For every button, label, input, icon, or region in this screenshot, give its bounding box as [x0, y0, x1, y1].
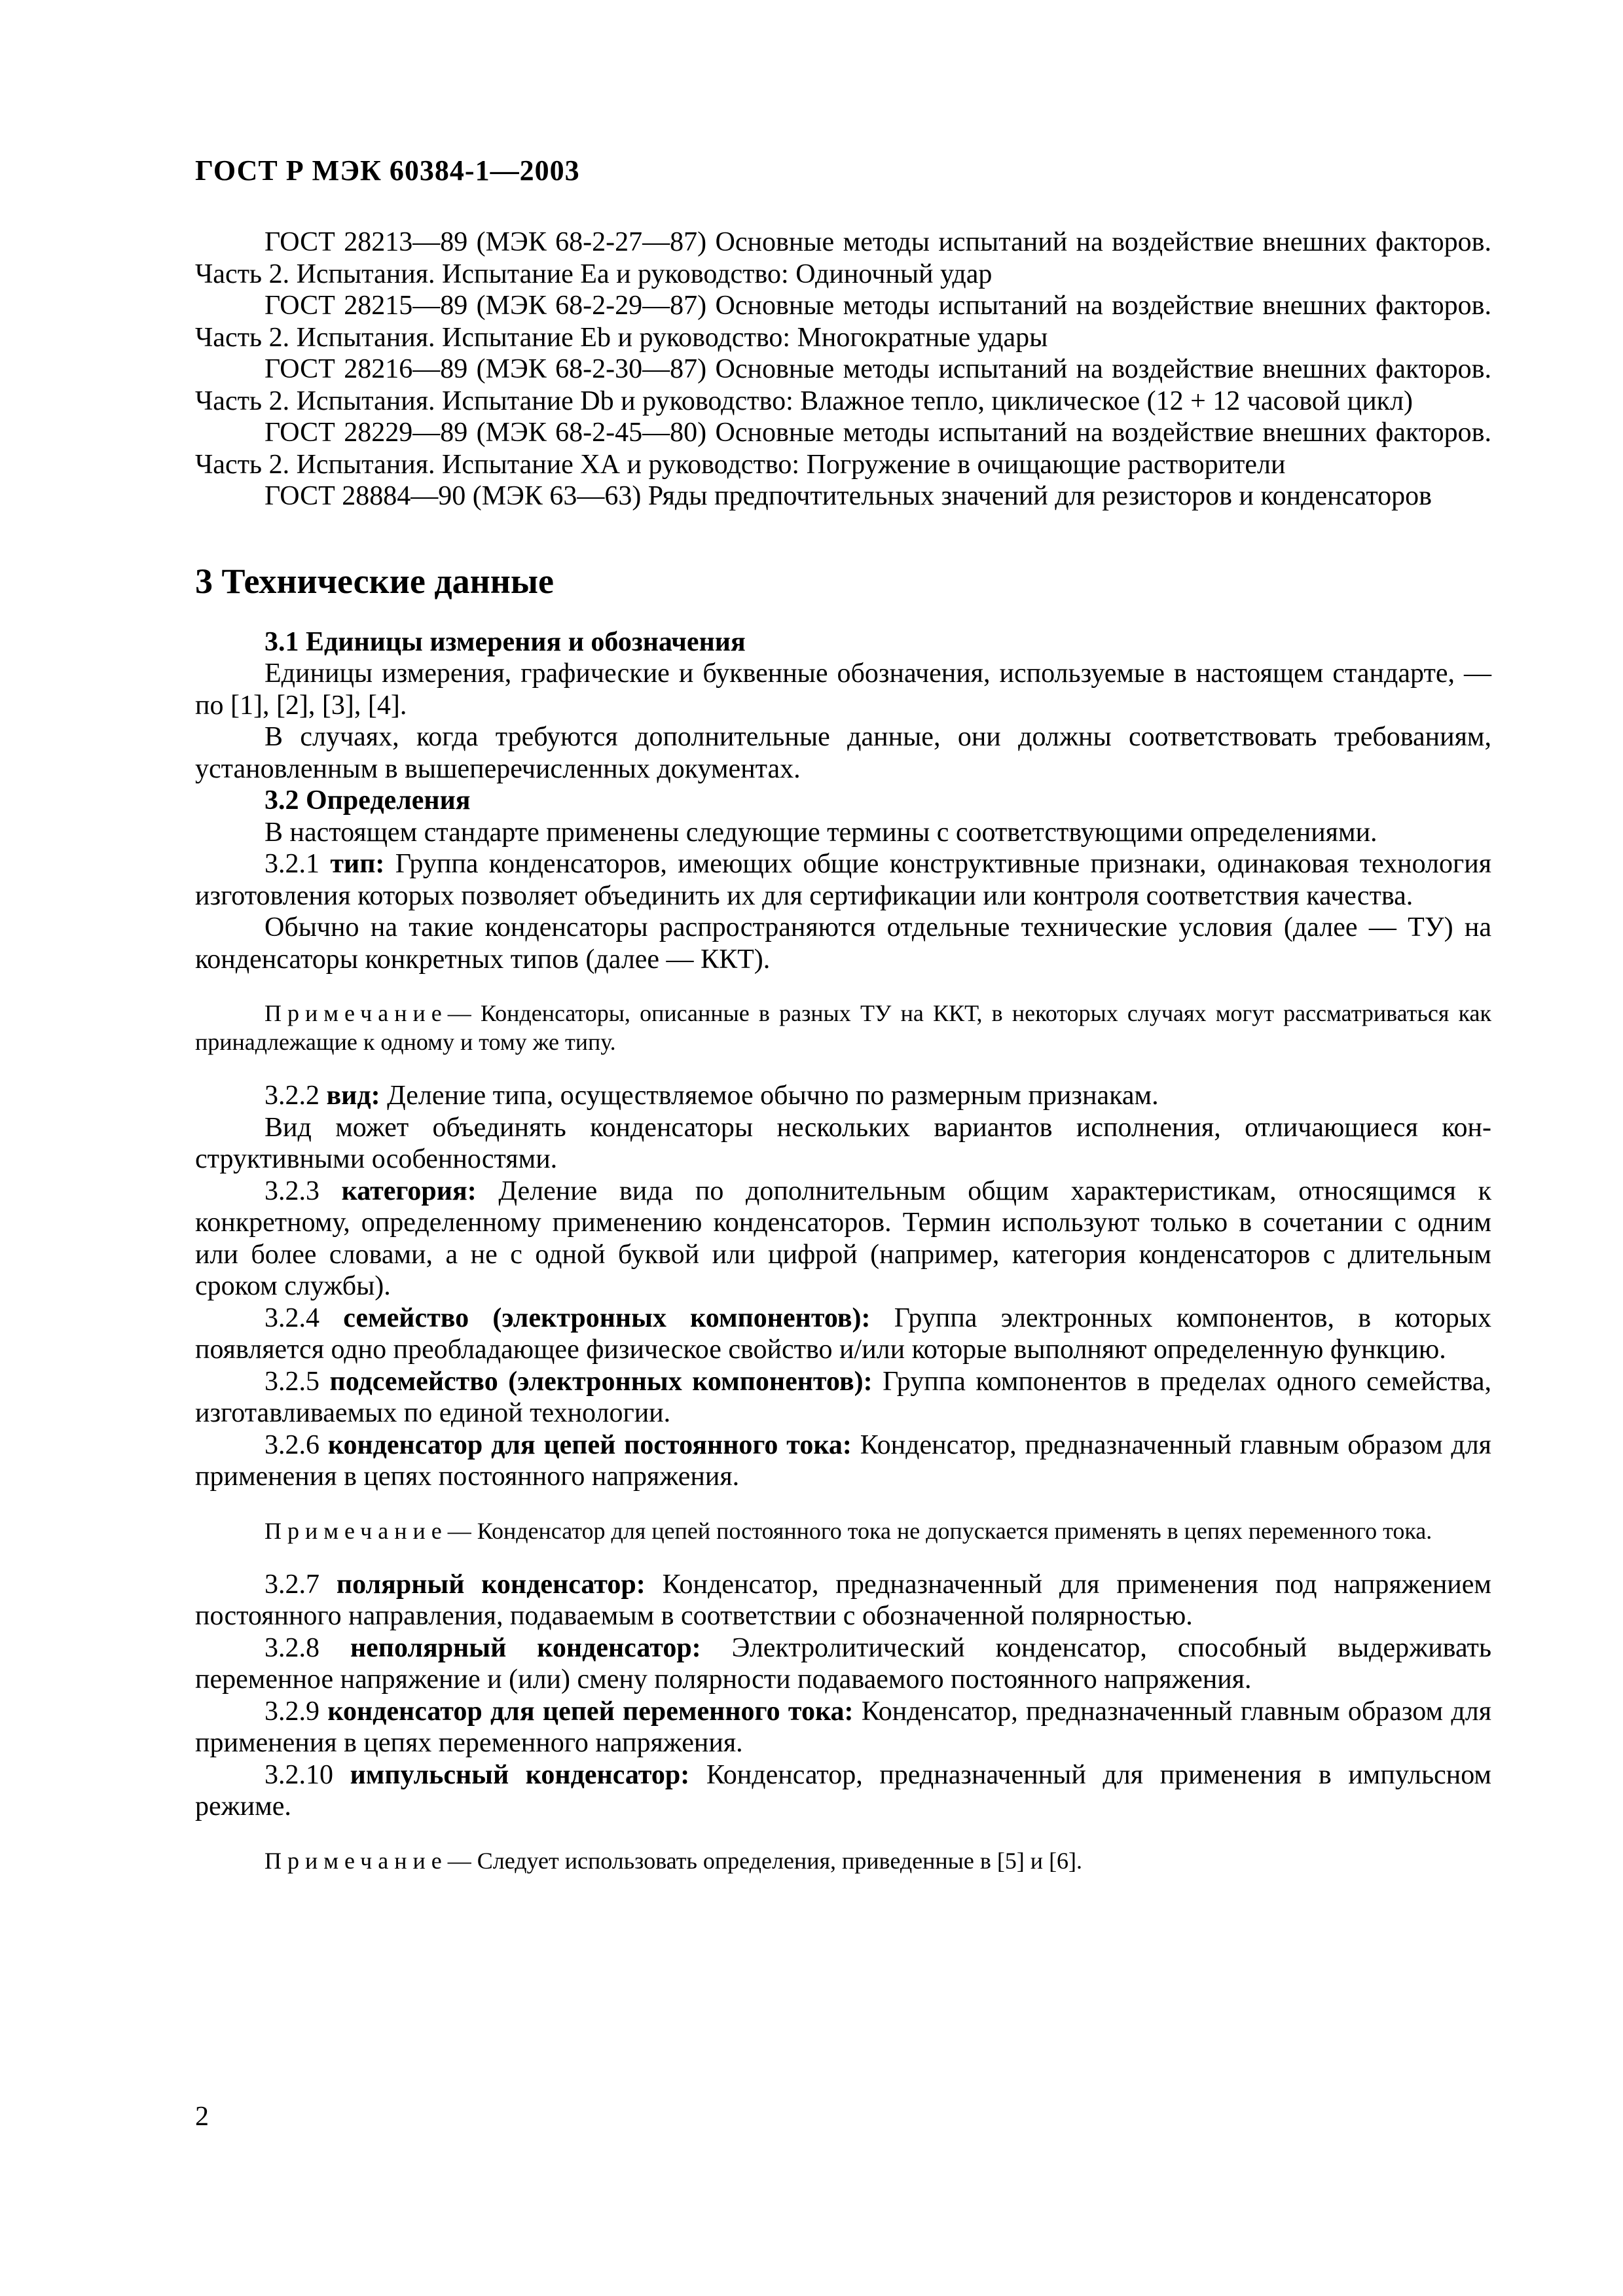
definition-text: Деление вида по дополнительным общим характеристикам, относящимся к конкретному, определенному применению конденсаторов. Термин используют только в сочетании с одним или более словами, а не с одной буквой или цифрой (например, категория конденсаторов с длительным сроком службы).: [195, 1175, 1491, 1301]
subsection-heading: 3.2 Определения: [264, 785, 471, 816]
definition-number: 3.2.2: [264, 1081, 319, 1111]
definition-text: Электролитический конденсатор, способный выдерживать переменное напряжение и (или) смену полярности подаваемого постоянного напряжения.: [195, 1632, 1492, 1695]
definition-number: 3.2.4: [264, 1302, 319, 1333]
note: [195, 999, 1491, 1056]
page-number: 2: [195, 2102, 209, 2132]
document-body: [195, 226, 1491, 1875]
subsection-heading: 3.1 Единицы измерения и обозначения: [264, 626, 746, 657]
definition-3-2-5: [195, 1366, 1491, 1429]
definition-3-2-9: [195, 1696, 1491, 1759]
note: [195, 1516, 1491, 1545]
note-text: — Конденсатор для цепей постоянного тока не допускается применять в цепях переменного тока.: [447, 1517, 1432, 1544]
paragraph: В настоящем стандарте применены следующие термины с соответствующими определениями.: [264, 817, 1377, 848]
definition-3-2-2: [195, 1080, 1491, 1112]
note: [195, 1846, 1491, 1875]
definition-text: Конденсатор, предназначенный главным образом для применения в цепях переменного напряжения.: [195, 1696, 1492, 1758]
definition-term: тип:: [330, 849, 385, 879]
definition-text: Конденсатор, предназначенный главным образом для применения в цепях постоянного напряжения.: [195, 1429, 1491, 1492]
definition-term: неполярный конденсатор:: [350, 1632, 701, 1663]
definition-term: полярный конденсатор:: [336, 1569, 646, 1600]
paragraph: Обычно на такие конденсаторы распространяются отдельные технические условия (далее — ТУ) на конденсаторы конкретных типов (далее — ККТ).: [195, 912, 1491, 975]
paragraph: Вид может объединять конденсаторы нескольких вариантов исполнения, отличающиеся конструктивными особенностями.: [195, 1112, 1491, 1174]
definition-term: вид:: [326, 1081, 380, 1111]
definition-term: подсемейство (электронных компонентов):: [329, 1366, 873, 1397]
definition-number: 3.2.7: [264, 1569, 319, 1600]
definition-3-2-3: [195, 1175, 1491, 1302]
paragraph: В случаях, когда требуются дополнительные данные, они должны соответствовать требованиям, установленным в вышеперечисленных документах.: [195, 722, 1491, 784]
definition-term: категория:: [341, 1175, 477, 1206]
note-label: Примечание: [264, 1000, 448, 1026]
note-label: Примечание: [264, 1847, 448, 1874]
definition-text: Конденсатор, предназначенный для применения под напряжением постоянного направления, подаваемым в соответствии с обозначенной полярностью.: [195, 1569, 1492, 1631]
definition-text: Группа конденсаторов, имеющих общие конструктивные признаки, одинаковая технология изготовления которых позволяет объединить их для сертификации или контроля соответствия качества.: [195, 849, 1492, 911]
definition-term: конденсатор для цепей переменного тока:: [327, 1696, 854, 1727]
definition-text: Конденсатор, предназначенный для применения в импульсном режиме.: [195, 1759, 1491, 1821]
section-heading: 3 Технические данные: [195, 561, 554, 601]
definition-number: 3.2.9: [264, 1696, 319, 1727]
definition-term: семейство (электронных компонентов):: [343, 1302, 871, 1333]
reference-item: ГОСТ 28229—89 (МЭК 68-2-45—80) Основные методы испытаний на воздействие внешних факторов. Часть 2. Испытания. Испытание ХА и руководство: Погружение в очищающие растворители: [195, 418, 1491, 480]
definition-number: 3.2.5: [264, 1366, 319, 1397]
definition-text: Деление типа, осуществляемое обычно по размерным признакам.: [387, 1081, 1159, 1111]
definition-3-2-8: [195, 1632, 1491, 1696]
note-text: — Следует использовать определения, приведенные в [5] и [6].: [447, 1847, 1083, 1874]
note-text: — Конденсаторы, описанные в разных ТУ на ККТ, в некоторых случаях могут рассматриваться как принадлежащие к одному и тому же типу.: [195, 1000, 1491, 1055]
definition-3-2-4: [195, 1302, 1491, 1366]
document-header: ГОСТ Р МЭК 60384-1—2003: [195, 154, 580, 187]
definition-text: Группа электронных компонентов, в которых появляется одно преобладающее физическое свойство и/или которые выполняют определенную функцию.: [195, 1302, 1492, 1365]
reference-item: ГОСТ 28215—89 (МЭК 68-2-29—87) Основные методы испытаний на воздействие внешних факторов. Часть 2. Испытания. Испытание Eb и руководство: Многократные удары: [195, 291, 1491, 353]
reference-item: ГОСТ 28884—90 (МЭК 63—63) Ряды предпочтительных значений для резисторов и конденсаторов: [264, 481, 1432, 511]
definition-text: Группа компонентов в пределах одного семейства, изготавливаемых по единой технологии.: [195, 1366, 1492, 1428]
reference-item: ГОСТ 28213—89 (МЭК 68-2-27—87) Основные методы испытаний на воздействие внешних факторов. Часть 2. Испытания. Испытание Еа и руководство: Одиночный удар: [195, 227, 1491, 289]
definition-number: 3.2.6: [264, 1429, 319, 1460]
definition-number: 3.2.3: [264, 1175, 319, 1206]
note-label: Примечание: [264, 1517, 448, 1544]
definition-3-2-10: [195, 1759, 1491, 1823]
definition-number: 3.2.10: [264, 1759, 333, 1790]
definition-term: конденсатор для цепей постоянного тока:: [327, 1429, 852, 1460]
definition-3-2-6: [195, 1429, 1491, 1493]
paragraph: Единицы измерения, графические и буквенные обозначения, используемые в настоящем стандарте, — по [1], [2], [3], [4].: [195, 658, 1491, 721]
reference-item: ГОСТ 28216—89 (МЭК 68-2-30—87) Основные методы испытаний на воздействие внешних факторов. Часть 2. Испытания. Испытание Db и руководство: Влажное тепло, циклическое (12 + 12 часовой цикл): [195, 354, 1491, 416]
definition-3-2-1: [195, 848, 1491, 912]
definition-term: импульсный конденсатор:: [350, 1759, 690, 1790]
definition-3-2-7: [195, 1569, 1491, 1632]
definition-number: 3.2.8: [264, 1632, 319, 1663]
definition-number: 3.2.1: [264, 849, 319, 879]
